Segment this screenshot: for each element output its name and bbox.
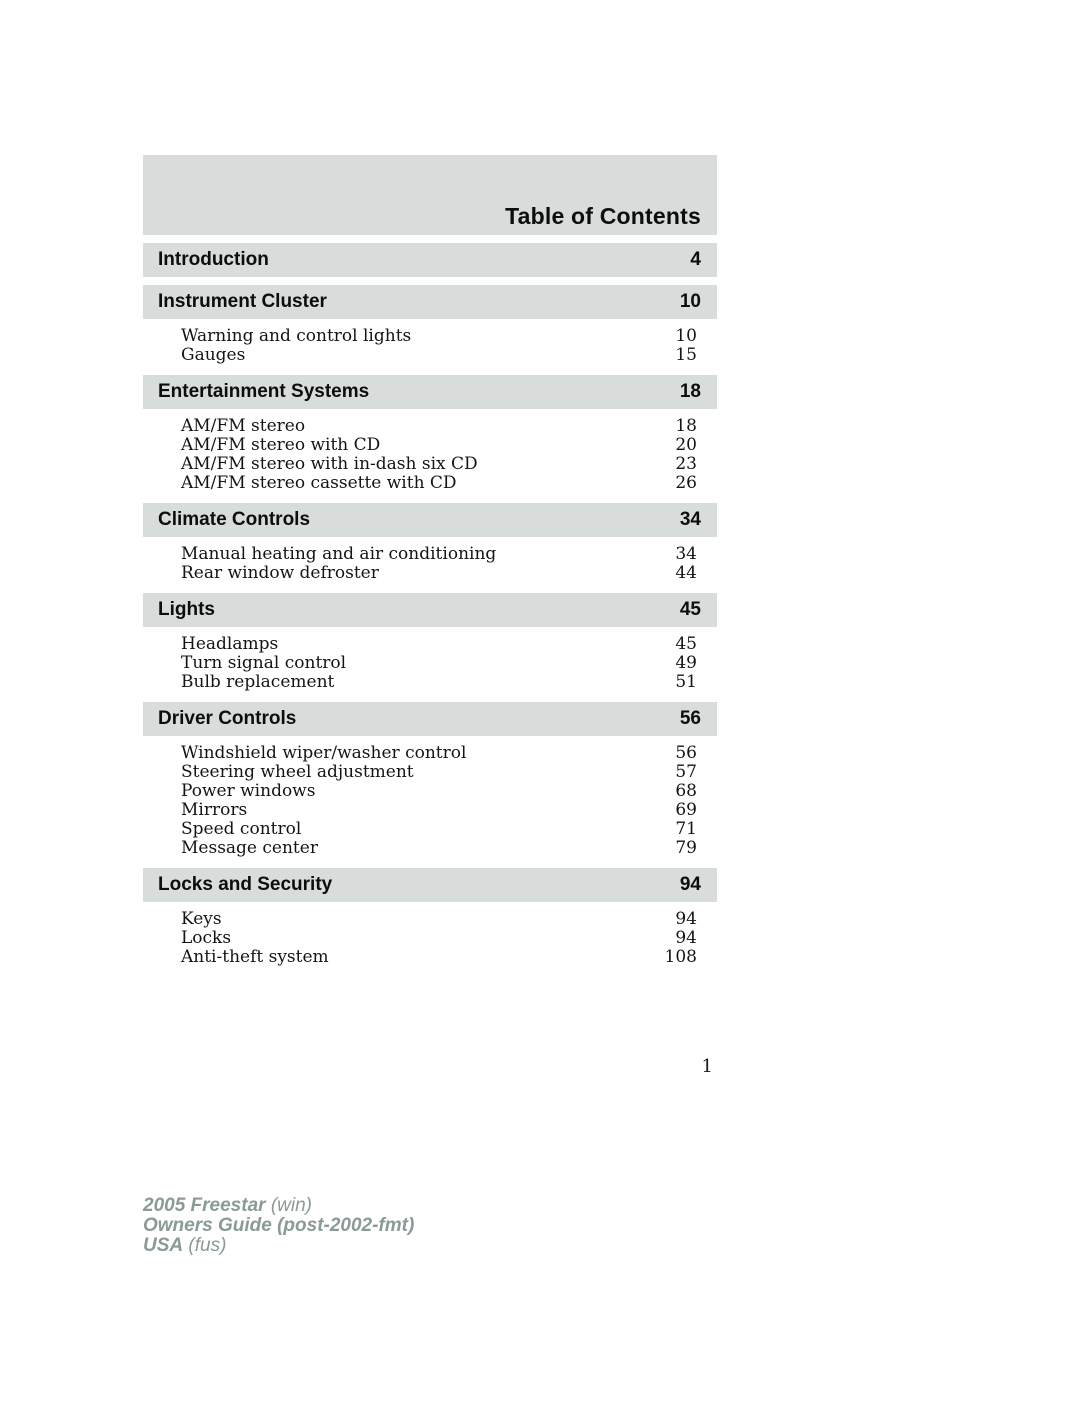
toc-subitem-title: Mirrors: [181, 800, 248, 820]
toc-subitem-row: [181, 436, 697, 455]
toc-subitem-title: Turn signal control: [181, 653, 347, 673]
footer-model-name: 2005 Freestar: [143, 1195, 266, 1216]
footer-line-model: [143, 1196, 414, 1216]
toc-subitem-title: AM/FM stereo with in-dash six CD: [181, 454, 478, 474]
toc-section-row: [143, 702, 717, 736]
toc-section: [143, 868, 717, 969]
toc-subitem-title: Gauges: [181, 345, 246, 365]
toc-section-row: [143, 593, 717, 627]
toc-subitem-page: 45: [675, 634, 697, 654]
toc-subitem-title: AM/FM stereo with CD: [181, 435, 381, 455]
toc-section: [143, 243, 717, 277]
toc-subitem-title: Message center: [181, 838, 318, 858]
toc-section-row: [143, 375, 717, 409]
toc-section-title: Entertainment Systems: [158, 381, 370, 402]
toc-subitem-page: 69: [675, 800, 697, 820]
toc-subitem-title: Speed control: [181, 819, 302, 839]
toc-header-band: [143, 155, 717, 235]
toc-subitem-title: Warning and control lights: [181, 326, 412, 346]
footer-region-code: (fus): [188, 1235, 227, 1256]
toc-subitem-title: Steering wheel adjustment: [181, 762, 414, 782]
toc-subitem-title: AM/FM stereo: [181, 416, 306, 436]
folio-page-number: 1: [701, 1056, 713, 1077]
toc-section-title: Climate Controls: [158, 509, 311, 530]
footer-line-guide: [143, 1216, 414, 1236]
toc-subitem-page: 51: [675, 672, 697, 692]
toc-section: [143, 702, 717, 860]
toc-section: [143, 503, 717, 585]
toc-subitem-row: [181, 564, 697, 583]
toc-subitem-page: 68: [675, 781, 697, 801]
toc-subitem-row: [181, 346, 697, 365]
footer-region-name: USA: [143, 1235, 184, 1256]
toc-subitem-list: [143, 736, 717, 860]
toc-subitem-title: AM/FM stereo cassette with CD: [181, 473, 457, 493]
toc-section-page: 4: [690, 249, 701, 270]
toc-subitem-list: [143, 627, 717, 694]
toc-subitem-list: [143, 537, 717, 585]
toc-subitem-row: [181, 782, 697, 801]
toc-section: [143, 593, 717, 694]
toc-section-title: Driver Controls: [158, 708, 297, 729]
toc-subitem-page: 26: [675, 473, 697, 493]
toc-subitem-list: [143, 409, 717, 495]
toc-subitem-row: [181, 654, 697, 673]
toc-section-row: [143, 243, 717, 277]
toc-subitem-page: 23: [675, 454, 697, 474]
toc-section-list: [143, 243, 717, 969]
toc-section-title: Introduction: [158, 249, 269, 270]
toc-subitem-title: Headlamps: [181, 634, 279, 654]
toc-subitem-title: Bulb replacement: [181, 672, 335, 692]
toc-subitem-row: [181, 910, 697, 929]
toc-section-page: 34: [679, 509, 701, 530]
toc-section-title: Lights: [158, 599, 215, 620]
toc-subitem-title: Manual heating and air conditioning: [181, 544, 497, 564]
toc-subitem-title: Windshield wiper/washer control: [181, 743, 467, 763]
toc-subitem-page: 94: [675, 928, 697, 948]
toc-subitem-page: 10: [675, 326, 697, 346]
toc-section-page: 18: [679, 381, 701, 402]
toc-subitem-page: 94: [675, 909, 697, 929]
toc-section-title: Instrument Cluster: [158, 291, 327, 312]
toc-section-page: 45: [679, 599, 701, 620]
toc-section-page: 56: [679, 708, 701, 729]
toc-subitem-title: Locks: [181, 928, 232, 948]
toc-subitem-row: [181, 820, 697, 839]
toc-subitem-row: [181, 327, 697, 346]
toc-section-row: [143, 285, 717, 319]
toc-subitem-title: Keys: [181, 909, 222, 929]
toc-subitem-page: 34: [675, 544, 697, 564]
toc-section: [143, 375, 717, 495]
toc-subitem-page: 108: [664, 947, 697, 967]
toc-subitem-row: [181, 763, 697, 782]
toc-section: [143, 285, 717, 367]
toc-subitem-row: [181, 948, 697, 967]
toc-subitem-title: Power windows: [181, 781, 316, 801]
publication-footer: [143, 1196, 414, 1256]
toc-subitem-list: [143, 319, 717, 367]
toc-section-page: 94: [679, 874, 701, 895]
toc-subitem-title: Anti-theft system: [181, 947, 329, 967]
toc-section-title: Locks and Security: [158, 874, 333, 895]
toc-subitem-page: 18: [675, 416, 697, 436]
toc-subitem-row: [181, 417, 697, 436]
toc-subitem-row: [181, 744, 697, 763]
toc-subitem-page: 71: [675, 819, 697, 839]
toc-subitem-page: 15: [675, 345, 697, 365]
toc-section-row: [143, 503, 717, 537]
toc-subitem-row: [181, 635, 697, 654]
footer-model-code: (win): [270, 1195, 312, 1216]
toc-subitem-page: 44: [675, 563, 697, 583]
toc-subitem-row: [181, 673, 697, 692]
toc-section-row: [143, 868, 717, 902]
toc-subitem-row: [181, 455, 697, 474]
toc-subitem-page: 49: [675, 653, 697, 673]
toc-section-page: 10: [679, 291, 701, 312]
footer-line-region: [143, 1236, 414, 1256]
toc-subitem-page: 79: [675, 838, 697, 858]
page-title: Table of Contents: [505, 203, 701, 229]
toc-subitem-row: [181, 474, 697, 493]
toc-subitem-title: Rear window defroster: [181, 563, 379, 583]
toc-subitem-page: 20: [675, 435, 697, 455]
toc-subitem-page: 56: [675, 743, 697, 763]
table-of-contents: [143, 155, 717, 969]
toc-subitem-row: [181, 801, 697, 820]
toc-subitem-page: 57: [675, 762, 697, 782]
toc-subitem-row: [181, 839, 697, 858]
toc-subitem-row: [181, 929, 697, 948]
toc-subitem-row: [181, 545, 697, 564]
footer-guide-name: Owners Guide (post-2002-fmt): [143, 1215, 415, 1236]
toc-subitem-list: [143, 902, 717, 969]
